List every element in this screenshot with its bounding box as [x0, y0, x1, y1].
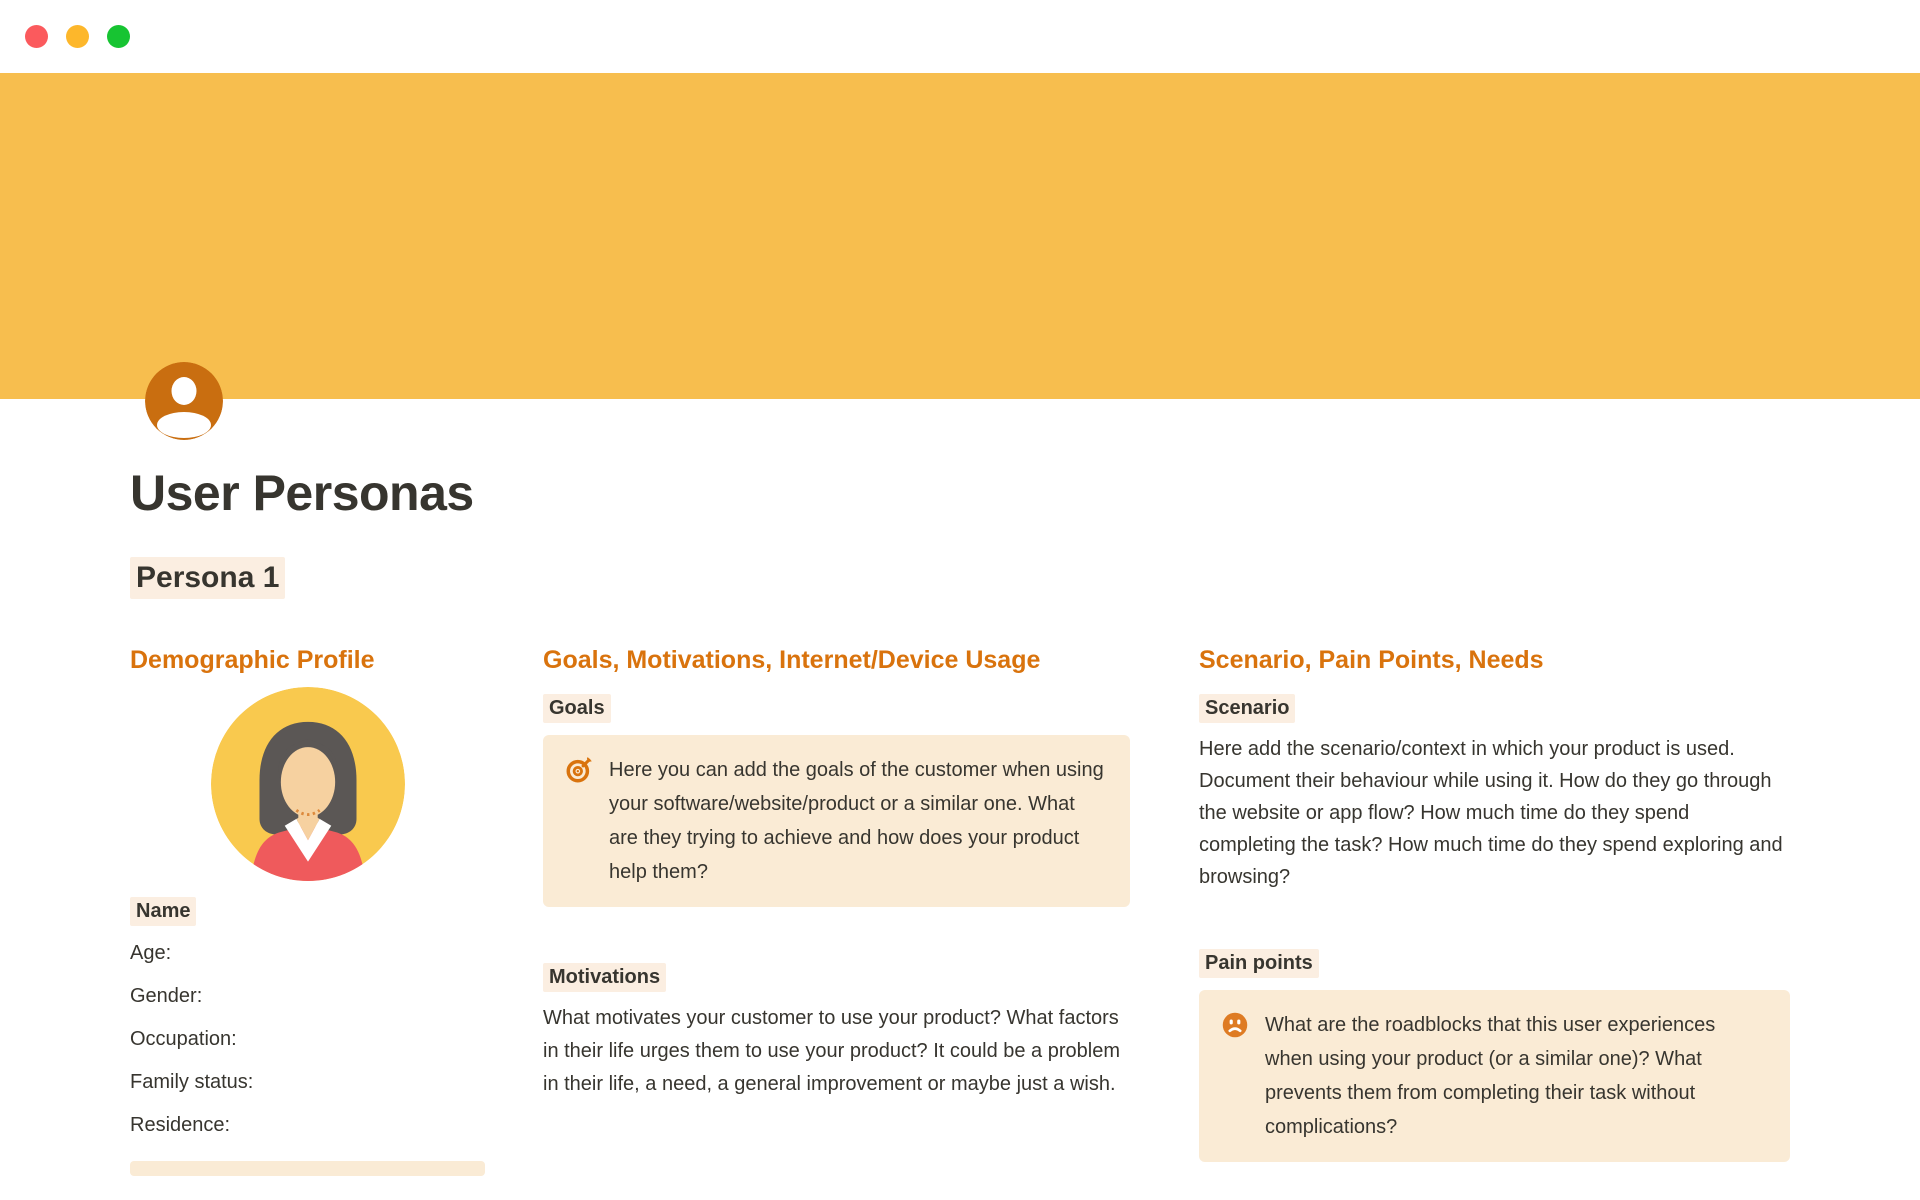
scenario-paragraph[interactable]: Here add the scenario/context in which your product is used. Document their behaviour while using it. How do they go through the website or app flow? How much time do they spend completing the task? How much time do they spend exploring and browsing?	[1199, 737, 1783, 888]
page-icon[interactable]	[145, 362, 223, 440]
name-label-row	[130, 897, 485, 926]
minimize-button[interactable]	[66, 25, 89, 48]
scenario-label-row	[1199, 694, 1790, 723]
field-gender[interactable]: Gender:	[130, 984, 203, 1007]
page-body	[0, 465, 1920, 1176]
empty-callout-block[interactable]	[130, 1161, 485, 1176]
goals-motivations-heading[interactable]: Goals, Motivations, Internet/Device Usage	[543, 645, 1041, 674]
three-column-layout	[130, 645, 1920, 1176]
demographic-fields	[130, 932, 485, 1147]
goals-label[interactable]: Goals	[543, 694, 611, 723]
fullscreen-button[interactable]	[107, 25, 130, 48]
sad-face-icon	[1221, 1011, 1249, 1039]
pain-points-callout-text: What are the roadblocks that this user experiences when using your product (or a similar one)? What prevents them from completing their task without complications?	[1265, 1013, 1716, 1138]
goals-label-row	[543, 694, 1130, 723]
column-scenario-painpoints	[1199, 645, 1790, 1162]
goals-callout-text: Here you can add the goals of the customer when using your software/website/product or a similar one. What are they trying to achieve and how does your product help them?	[609, 758, 1104, 883]
column-demographic	[130, 645, 485, 1176]
page-title[interactable]: User Personas	[130, 465, 474, 521]
field-occupation[interactable]: Occupation:	[130, 1027, 237, 1050]
pain-points-callout[interactable]	[1199, 990, 1790, 1162]
name-label[interactable]: Name	[130, 897, 196, 926]
persona-photo[interactable]	[211, 687, 405, 881]
target-dart-icon	[565, 756, 593, 784]
scenario-painpoints-heading[interactable]: Scenario, Pain Points, Needs	[1199, 645, 1544, 674]
window-titlebar	[0, 0, 1920, 73]
motivations-label[interactable]: Motivations	[543, 963, 666, 992]
pain-points-label[interactable]: Pain points	[1199, 949, 1319, 978]
person-avatar-icon	[145, 362, 223, 440]
pain-points-label-row	[1199, 949, 1790, 978]
persona-heading-row	[130, 557, 1920, 599]
page-cover-banner[interactable]	[0, 73, 1920, 399]
demographic-profile-heading[interactable]: Demographic Profile	[130, 645, 375, 674]
goals-callout[interactable]	[543, 735, 1130, 907]
field-family-status[interactable]: Family status:	[130, 1070, 254, 1093]
persona-heading[interactable]: Persona 1	[130, 557, 285, 599]
field-residence[interactable]: Residence:	[130, 1113, 231, 1136]
motivations-paragraph[interactable]: What motivates your customer to use your product? What factors in their life urges them to use your product? It could be a problem in their life, a need, a general improvement or maybe just a wish.	[543, 1006, 1120, 1095]
motivations-label-row	[543, 963, 1130, 992]
woman-portrait-icon	[211, 687, 405, 881]
column-goals-motivations	[543, 645, 1130, 1121]
scenario-label[interactable]: Scenario	[1199, 694, 1295, 723]
field-age[interactable]: Age:	[130, 941, 172, 964]
close-button[interactable]	[25, 25, 48, 48]
